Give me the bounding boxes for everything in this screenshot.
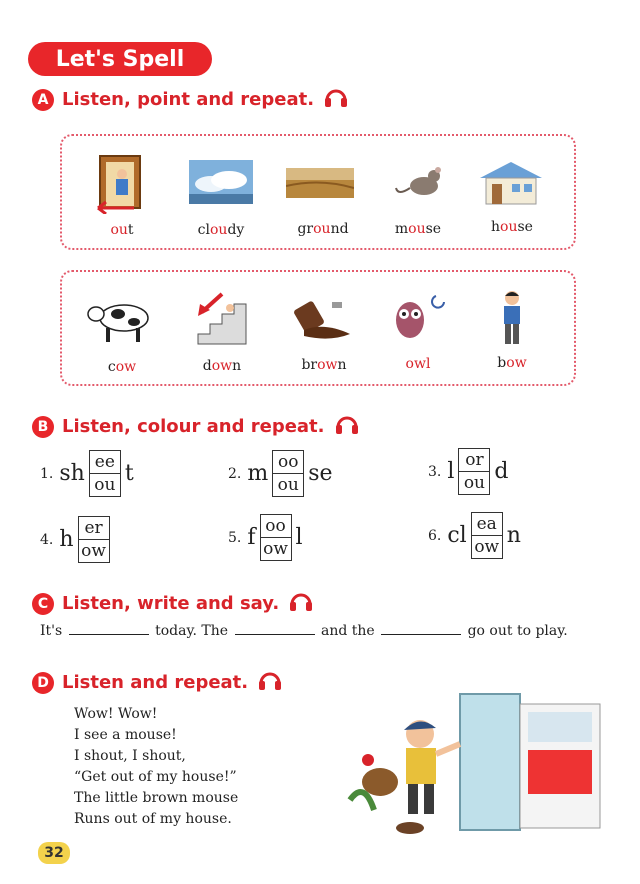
section-c-heading <box>32 590 313 617</box>
poem-line: Runs out of my house. <box>74 811 232 827</box>
section-a-badge: A <box>32 89 54 111</box>
poem <box>74 704 238 830</box>
section-b-heading <box>32 413 359 440</box>
word-brown: brown <box>301 357 347 373</box>
cow-icon <box>84 292 158 350</box>
brown-paint-icon <box>290 296 356 346</box>
blank-3[interactable] <box>381 634 461 635</box>
headphone-icon[interactable] <box>335 413 359 440</box>
exercise-4: 4. h er ow <box>40 516 114 563</box>
owl-icon <box>388 290 452 348</box>
stairs-icon <box>192 288 252 350</box>
choice-bottom[interactable]: ow <box>78 540 110 563</box>
exercise-1: 1. sh ee ou t <box>40 452 134 495</box>
word-owl: owl <box>405 356 431 372</box>
boy-mouse-illustration <box>340 690 610 844</box>
poem-line: The little brown mouse <box>74 790 239 806</box>
choice-bottom[interactable]: ou <box>89 474 121 497</box>
mouse-icon <box>394 162 446 206</box>
choice-top[interactable]: ee <box>89 450 121 474</box>
word-ground: ground <box>297 221 349 237</box>
section-c-badge: C <box>32 593 54 615</box>
choice-bottom[interactable]: ow <box>260 538 292 561</box>
choice-top[interactable]: or <box>458 448 490 472</box>
choice-top[interactable]: oo <box>272 450 304 474</box>
choice-bottom[interactable]: ou <box>458 472 490 495</box>
word-down: down <box>202 358 242 374</box>
section-d-badge: D <box>32 672 54 694</box>
section-d-heading <box>32 669 282 696</box>
section-a-heading <box>32 86 348 113</box>
house-icon <box>476 158 546 210</box>
headphone-icon[interactable] <box>324 86 348 113</box>
choice-top[interactable]: oo <box>260 514 292 538</box>
exercise-2: 2. m oo ou se <box>228 452 333 495</box>
word-mouse: mouse <box>394 221 442 237</box>
cloud-icon <box>189 160 253 208</box>
word-cloudy: cloudy <box>197 222 245 238</box>
section-d-title: Listen and repeat. <box>62 672 249 693</box>
fill-sentence: It's today. The and the go out to play. <box>40 623 568 639</box>
choice-bottom[interactable]: ou <box>272 474 304 497</box>
word-house: house <box>491 219 533 235</box>
blank-1[interactable] <box>69 634 149 635</box>
lesson-title: Let's Spell <box>28 42 212 76</box>
section-a-title: Listen, point and repeat. <box>62 89 315 110</box>
poem-line: I shout, I shout, <box>74 748 186 764</box>
headphone-icon[interactable] <box>258 669 282 696</box>
section-b-badge: B <box>32 416 54 438</box>
word-out: out <box>110 222 134 238</box>
blank-2[interactable] <box>235 634 315 635</box>
section-b-title: Listen, colour and repeat. <box>62 416 325 437</box>
choice-top[interactable]: ea <box>471 512 503 536</box>
word-bow: bow <box>497 355 527 371</box>
exercise-3: 3. l or ou d <box>428 450 509 493</box>
exercise-5: 5. f oo ow l <box>228 516 303 559</box>
door-icon <box>94 152 150 218</box>
poem-line: “Get out of my house!” <box>74 769 237 785</box>
bow-boy-icon <box>492 288 532 350</box>
poem-line: I see a mouse! <box>74 727 177 743</box>
choice-bottom[interactable]: ow <box>471 536 503 559</box>
word-cow: cow <box>107 359 137 375</box>
exercise-6: 6. cl ea ow n <box>428 514 521 557</box>
choice-top[interactable]: er <box>78 516 110 540</box>
section-c-title: Listen, write and say. <box>62 593 280 614</box>
ground-icon <box>286 168 354 202</box>
headphone-icon[interactable] <box>289 590 313 617</box>
page-number: 32 <box>38 842 70 864</box>
poem-line: Wow! Wow! <box>74 706 158 722</box>
